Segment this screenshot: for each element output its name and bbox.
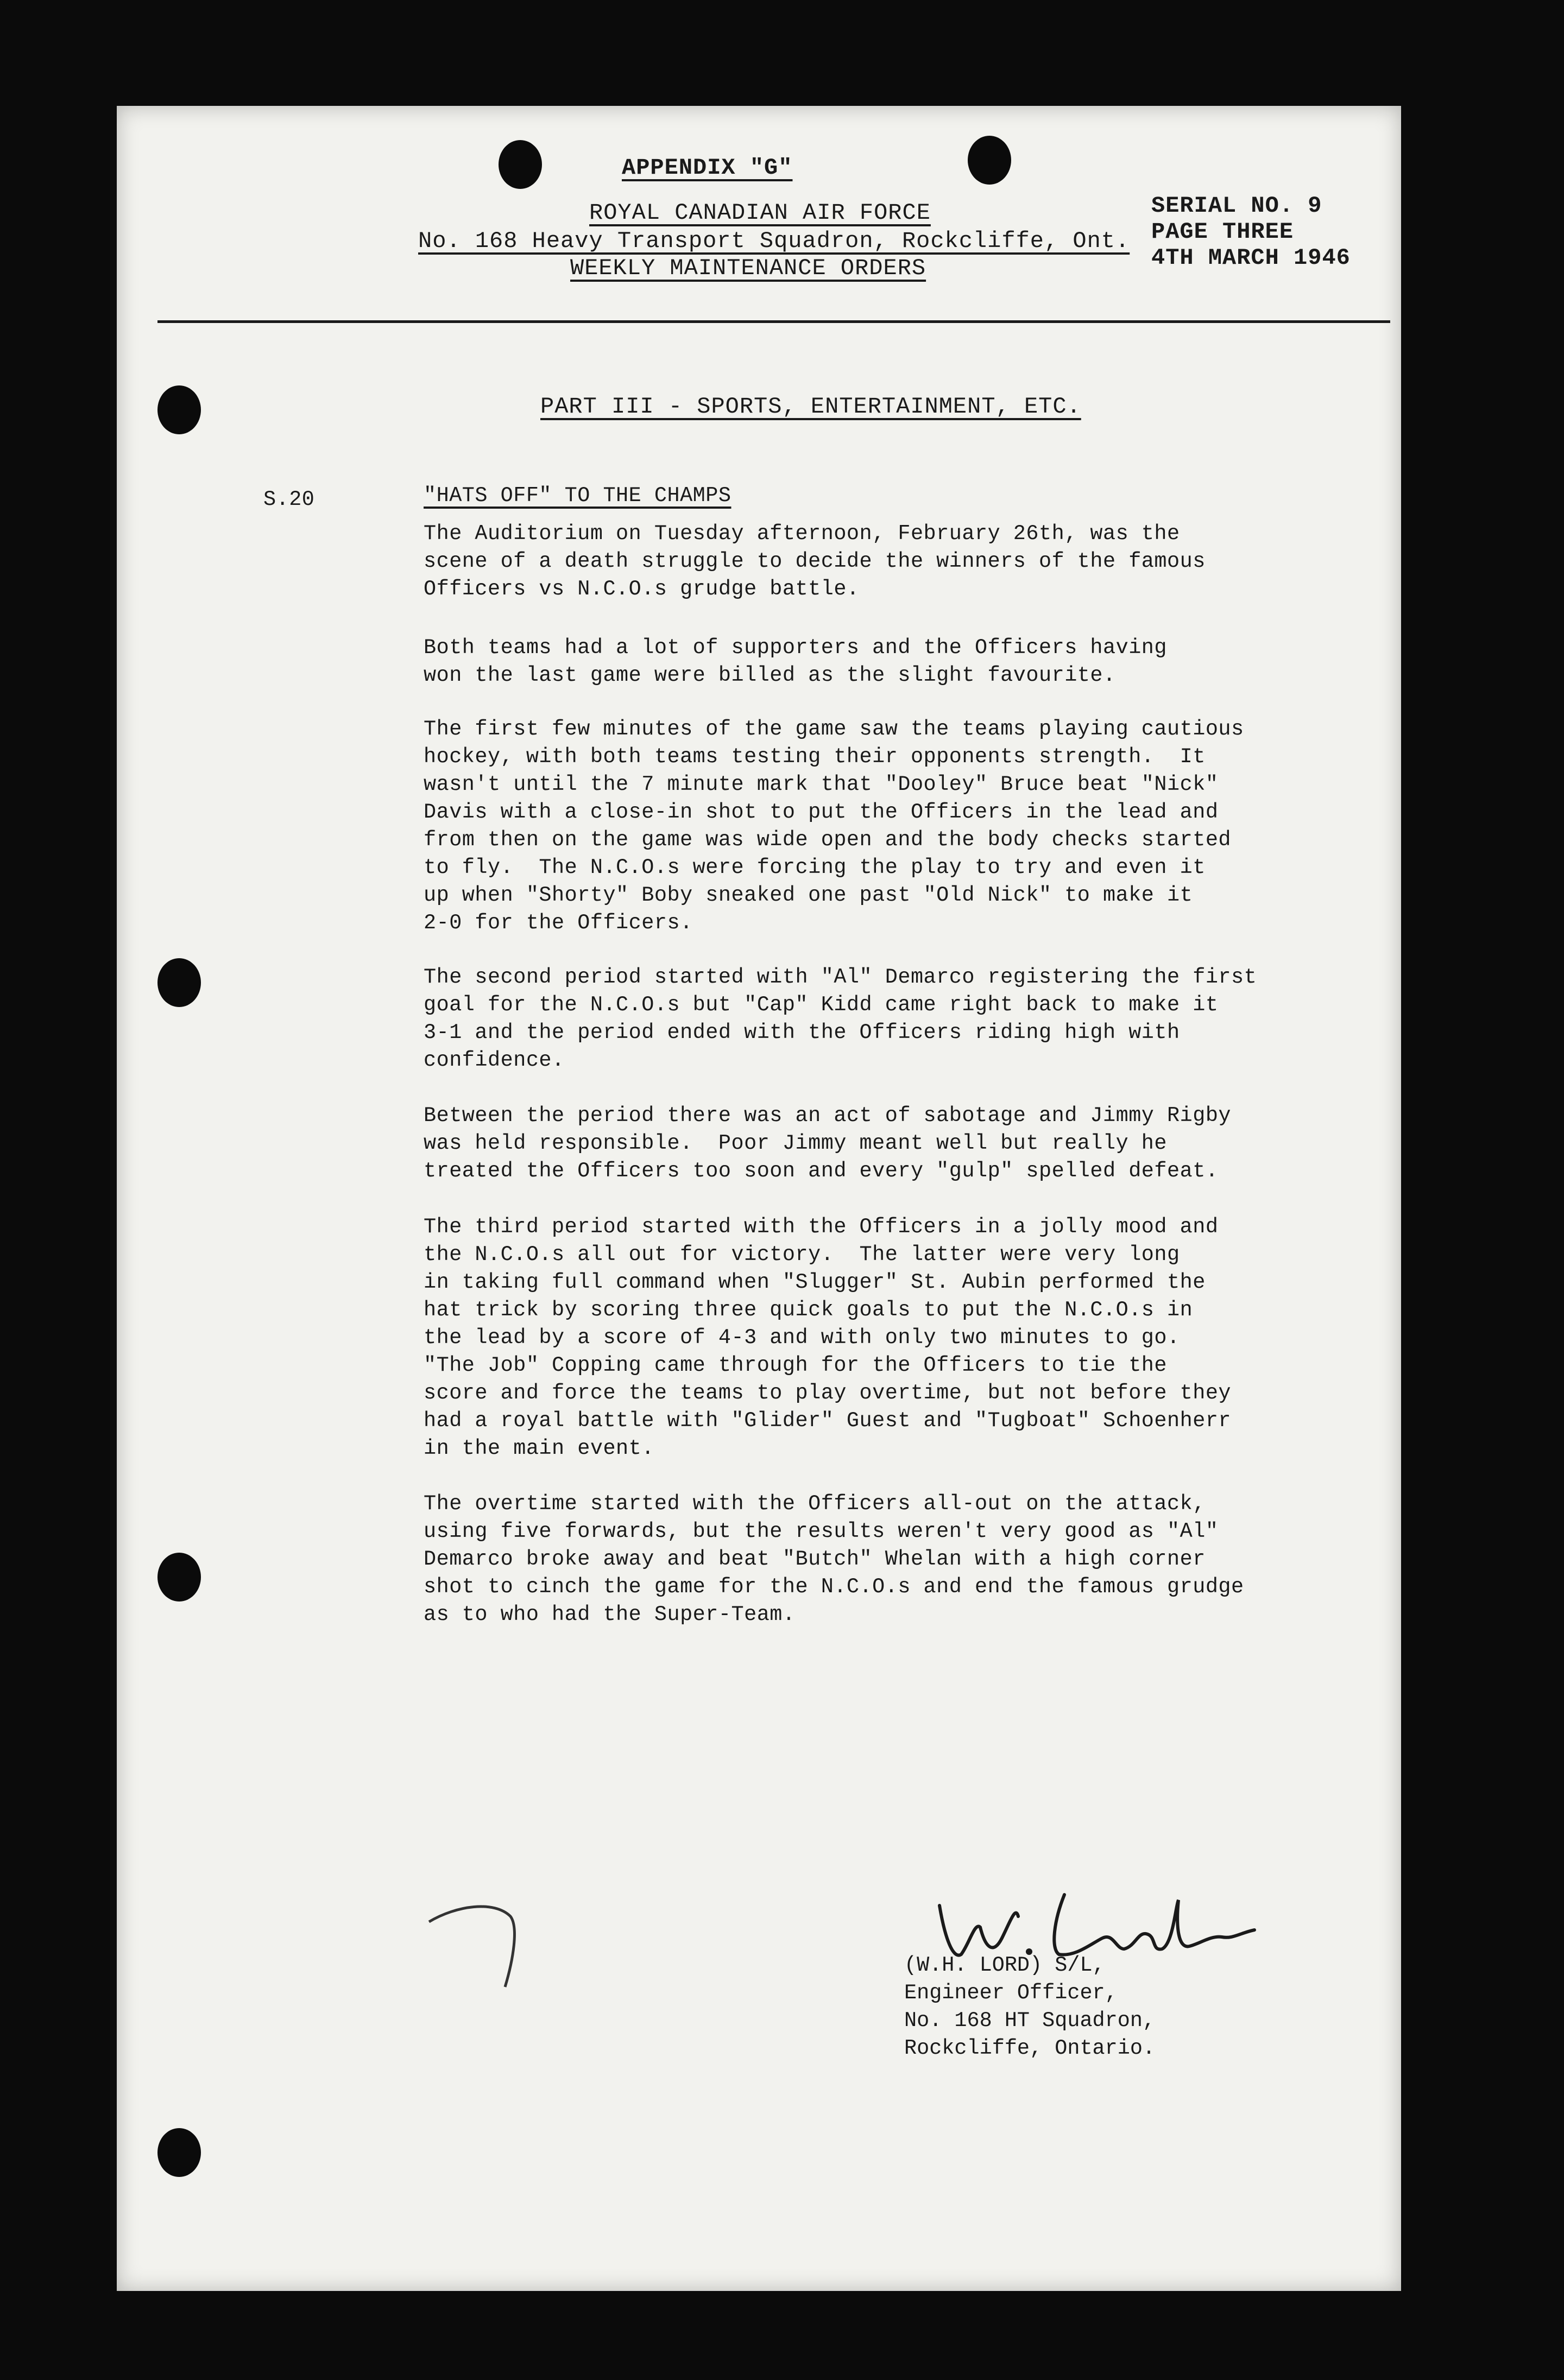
text-line: as to who had the Super-Team. <box>424 1603 796 1626</box>
text-line: won the last game were billed as the slight favourite. <box>424 663 1116 687</box>
punch-hole-left-3 <box>157 1553 201 1602</box>
text-line: hat trick by scoring three quick goals to put the N.C.O.s in <box>424 1298 1193 1322</box>
text-line: was held responsible. Poor Jimmy meant well but really he <box>424 1131 1168 1155</box>
header-line-3: WEEKLY MAINTENANCE ORDERS <box>570 255 926 281</box>
text-line: Between the period there was an act of sabotage and Jimmy Rigby <box>424 1104 1232 1128</box>
text-line: the lead by a score of 4-3 and with only two minutes to go. <box>424 1326 1180 1350</box>
text-line: The third period started with the Officers in a jolly mood and <box>424 1215 1219 1239</box>
text-line: the N.C.O.s all out for victory. The latter were very long <box>424 1243 1180 1267</box>
text-line: "The Job" Copping came through for the Officers to tie the <box>424 1353 1168 1377</box>
punch-hole-left-4 <box>157 2128 201 2177</box>
header-line-2: No. 168 Heavy Transport Squadron, Rockcliffe, Ont. <box>418 228 1130 254</box>
signatory-title: Engineer Officer, <box>904 1981 1118 2005</box>
text-line: goal for the N.C.O.s but "Cap" Kidd came right back to make it <box>424 993 1219 1017</box>
header-line-1: ROYAL CANADIAN AIR FORCE <box>589 200 931 226</box>
text-line: confidence. <box>424 1048 565 1072</box>
paragraph-7 <box>424 1490 1347 1629</box>
page-number: PAGE THREE <box>1151 219 1294 245</box>
paragraph-5 <box>424 1102 1347 1185</box>
text-line: The first few minutes of the game saw the teams playing cautious <box>424 717 1244 741</box>
paragraph-6 <box>424 1213 1347 1463</box>
text-line: up when "Shorty" Boby sneaked one past "Old Nick" to make it <box>424 883 1193 907</box>
paragraph-4 <box>424 964 1347 1074</box>
signatory-name: (W.H. LORD) S/L, <box>904 1953 1105 1977</box>
text-line: in taking full command when "Slugger" St. Aubin performed the <box>424 1270 1206 1294</box>
text-line: The Auditorium on Tuesday afternoon, February 26th, was the <box>424 522 1180 546</box>
text-line: score and force the teams to play overtime, but not before they <box>424 1381 1232 1405</box>
signatory-unit: No. 168 HT Squadron, <box>904 2009 1156 2033</box>
header-rule <box>157 320 1390 323</box>
text-line: hockey, with both teams testing their opponents strength. It <box>424 745 1206 769</box>
paragraph-1 <box>424 520 1347 603</box>
text-line: to fly. The N.C.O.s were forcing the play to try and even it <box>424 856 1206 879</box>
text-line: scene of a death struggle to decide the winners of the famous <box>424 549 1206 573</box>
text-line: wasn't until the 7 minute mark that "Dooley" Bruce beat "Nick" <box>424 773 1219 796</box>
text-line: had a royal battle with "Glider" Guest and "Tugboat" Schoenherr <box>424 1409 1232 1433</box>
part-title: PART III - SPORTS, ENTERTAINMENT, ETC. <box>540 394 1081 420</box>
text-line: Officers vs N.C.O.s grudge battle. <box>424 577 860 601</box>
appendix-label: APPENDIX "G" <box>622 155 793 181</box>
punch-hole-left-1 <box>157 385 201 434</box>
punch-hole-top-right <box>968 136 1011 185</box>
pencil-mark <box>424 1900 527 1992</box>
text-line: 2-0 for the Officers. <box>424 911 693 935</box>
paragraph-2 <box>424 634 1347 689</box>
text-line: Demarco broke away and beat "Butch" Whelan with a high corner <box>424 1547 1206 1571</box>
text-line: treated the Officers too soon and every "gulp" spelled defeat. <box>424 1159 1219 1183</box>
text-line: using five forwards, but the results weren't very good as "Al" <box>424 1520 1219 1543</box>
text-line: Both teams had a lot of supporters and the Officers having <box>424 636 1168 660</box>
text-line: in the main event. <box>424 1436 654 1460</box>
text-line: Davis with a close-in shot to put the Officers in the lead and <box>424 800 1219 824</box>
paragraph-3 <box>424 716 1347 937</box>
section-title: "HATS OFF" TO THE CHAMPS <box>424 484 731 508</box>
text-line: The second period started with "Al" Demarco registering the first <box>424 965 1257 989</box>
text-line: from then on the game was wide open and the body checks started <box>424 828 1232 852</box>
punch-hole-left-2 <box>157 958 201 1007</box>
signatory-location: Rockcliffe, Ontario. <box>904 2036 1156 2060</box>
issue-date: 4TH MARCH 1946 <box>1151 245 1351 271</box>
section-number: S.20 <box>263 488 315 511</box>
punch-hole-top-left <box>499 140 542 189</box>
signature-block <box>904 1952 1155 2062</box>
text-line: 3-1 and the period ended with the Officers riding high with <box>424 1021 1180 1045</box>
serial-number: SERIAL NO. 9 <box>1151 193 1322 219</box>
text-line: The overtime started with the Officers all-out on the attack, <box>424 1492 1206 1516</box>
text-line: shot to cinch the game for the N.C.O.s and end the famous grudge <box>424 1575 1244 1599</box>
